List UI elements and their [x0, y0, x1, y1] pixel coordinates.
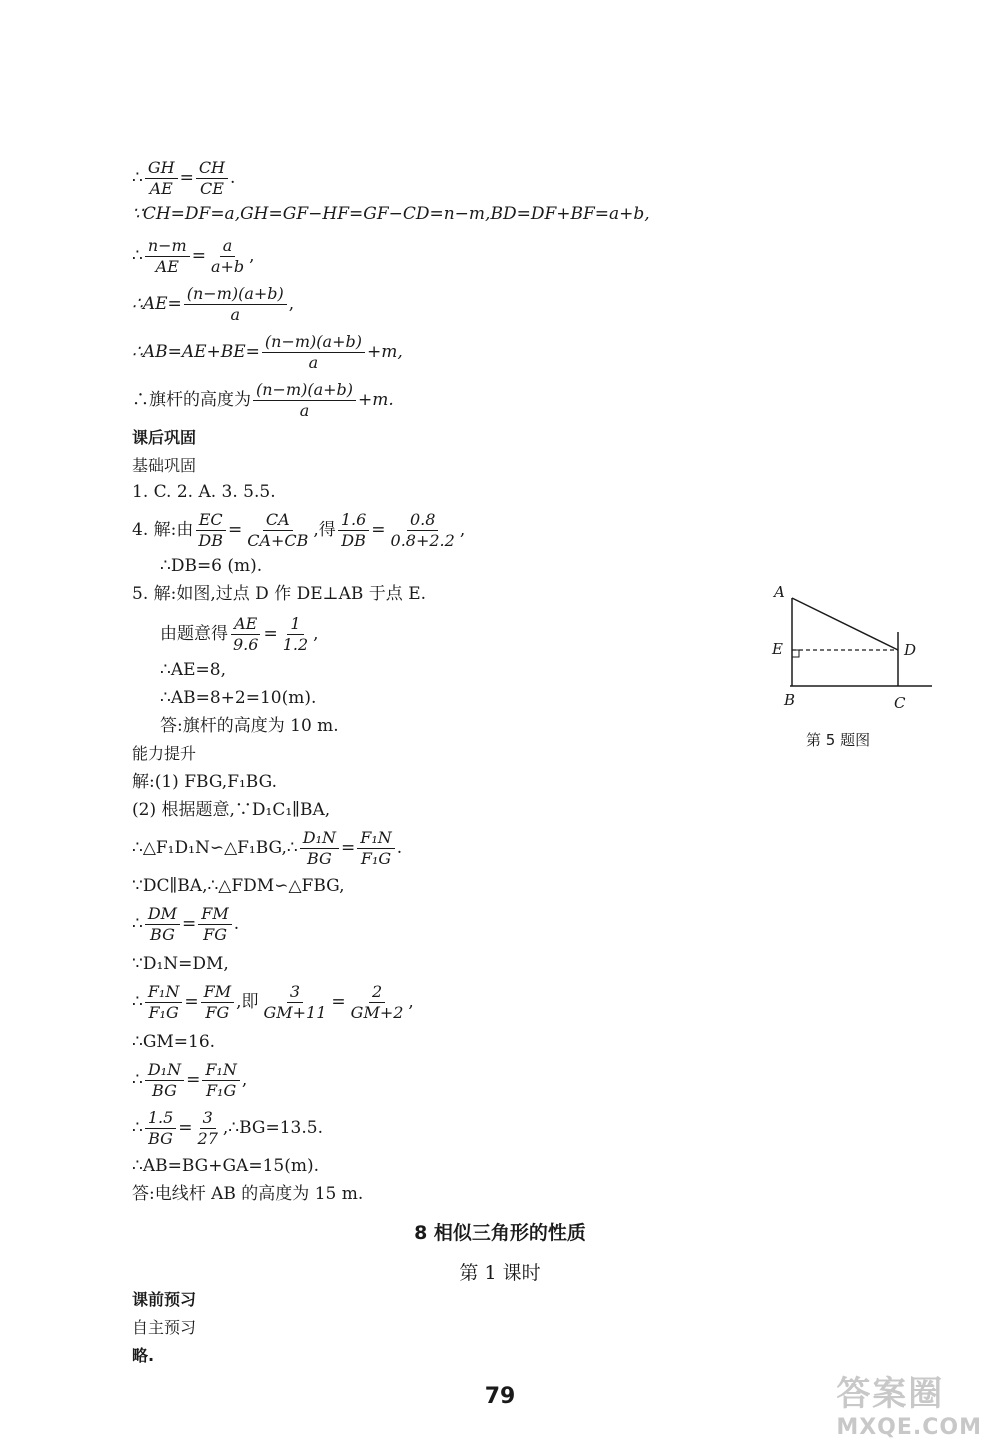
q5-answer: 答:旗杆的高度为 10 m.: [160, 716, 339, 736]
label-a: A: [774, 583, 785, 601]
ab-value: ∴AB=BG+GA=15(m).: [132, 1156, 319, 1176]
label-e: E: [772, 640, 783, 658]
q4-result: ∴DB=6 (m).: [160, 556, 263, 576]
subheading-self-preview: 自主预习: [132, 1318, 197, 1337]
similar-triangles-2: ∵DC∥BA,∴△FDM∽△FBG,: [132, 876, 345, 896]
lesson-title: 第 1 课时: [459, 1262, 541, 1284]
q5-proportion: 由题意得 $\frac{AE}{9.6}$ = $\frac{1}{1.2}$ ,: [160, 614, 319, 654]
step-ae-value: ∴AE= $\frac{(n-m)(a+b)}{a}$ ,: [132, 284, 295, 324]
label-c: C: [894, 694, 906, 712]
section-title: 8 相似三角形的性质: [414, 1222, 586, 1244]
equal-segments: ∵D₁N=DM,: [132, 954, 229, 974]
figure-caption: 第 5 题图: [806, 731, 871, 749]
watermark: 答案圈 MXQE.COM: [836, 1374, 982, 1440]
omitted-note: 略.: [132, 1346, 155, 1365]
line-ad: [792, 598, 898, 650]
step-ab-value: ∴AB=AE+BE= $\frac{(n-m)(a+b)}{a}$ +m,: [132, 332, 403, 372]
part-1: 解:(1) FBG,F₁BG.: [132, 772, 277, 792]
subheading-ability: 能力提升: [132, 744, 197, 763]
ratio-dm-bg: ∴ $\frac{DM}{BG}$ = $\frac{FM}{FG}$ .: [132, 904, 240, 944]
right-angle-mark: [792, 650, 799, 657]
page-number: 79: [484, 1384, 516, 1409]
subheading-basic: 基础巩固: [132, 456, 197, 475]
section-heading-preview: 课前预习: [132, 1290, 197, 1309]
ratio-d1n-bg: ∴ $\frac{\text{D₁N}}{BG}$ = $\frac{\text{F₁N}}{\text{F₁G}}$ ,: [132, 1060, 248, 1100]
gm-value: ∴GM=16.: [132, 1032, 216, 1052]
answers-1-3: 1. C. 2. A. 3. 5.5.: [132, 482, 276, 502]
step-proportion: ∴ $\frac{n-m}{AE}$ = $\frac{a}{a+b}$ ,: [132, 236, 255, 276]
conclusion-flagpole: ∴旗杆的高度为 $\frac{(n-m)(a+b)}{a}$ +m.: [132, 380, 394, 420]
bg-value: ∴ $\frac{1.5}{BG}$ = $\frac{3}{27}$ ,∴BG=13.5.: [132, 1108, 323, 1148]
label-d: D: [904, 641, 917, 659]
final-answer: 答:电线杆 AB 的高度为 15 m.: [132, 1184, 364, 1204]
step-substitution: ∵CH=DF=a,GH=GF−HF=GF−CD=n−m,BD=DF+BF=a+b,: [132, 204, 650, 224]
similar-triangles-1: ∴△F₁D₁N∽△F₁BG,∴ $\frac{\text{D₁N}}{BG}$ = $\frac{\text{F₁N}}{\text{F₁G}}$ .: [132, 828, 403, 868]
question-5: 5. 解:如图,过点 D 作 DE⊥AB 于点 E.: [132, 584, 427, 604]
part-2: (2) 根据题意,∵D₁C₁∥BA,: [132, 800, 331, 820]
section-heading-review: 课后巩固: [132, 428, 197, 447]
question-4: 4. 解:由 $\frac{EC}{DB}$ = $\frac{CA}{CA+CB}$ ,得 $\frac{1.6}{DB}$ = $\frac{0.8}{0.8+2.2}$ ,: [132, 510, 466, 550]
step-ratio-gh-ae: ∴ $\frac{GH}{AE}$ = $\frac{CH}{CE}$ .: [132, 158, 236, 198]
q5-ab: ∴AB=8+2=10(m).: [160, 688, 317, 708]
q5-ae: ∴AE=8,: [160, 660, 226, 680]
label-b: B: [784, 691, 796, 709]
ratio-equation: ∴ $\frac{\text{F₁N}}{\text{F₁G}}$ = $\frac{FM}{FG}$ ,即 $\frac{3}{GM+11}$ = $\frac{2}{GM+2}$ ,: [132, 982, 414, 1022]
figure-question-5: [760, 580, 940, 755]
